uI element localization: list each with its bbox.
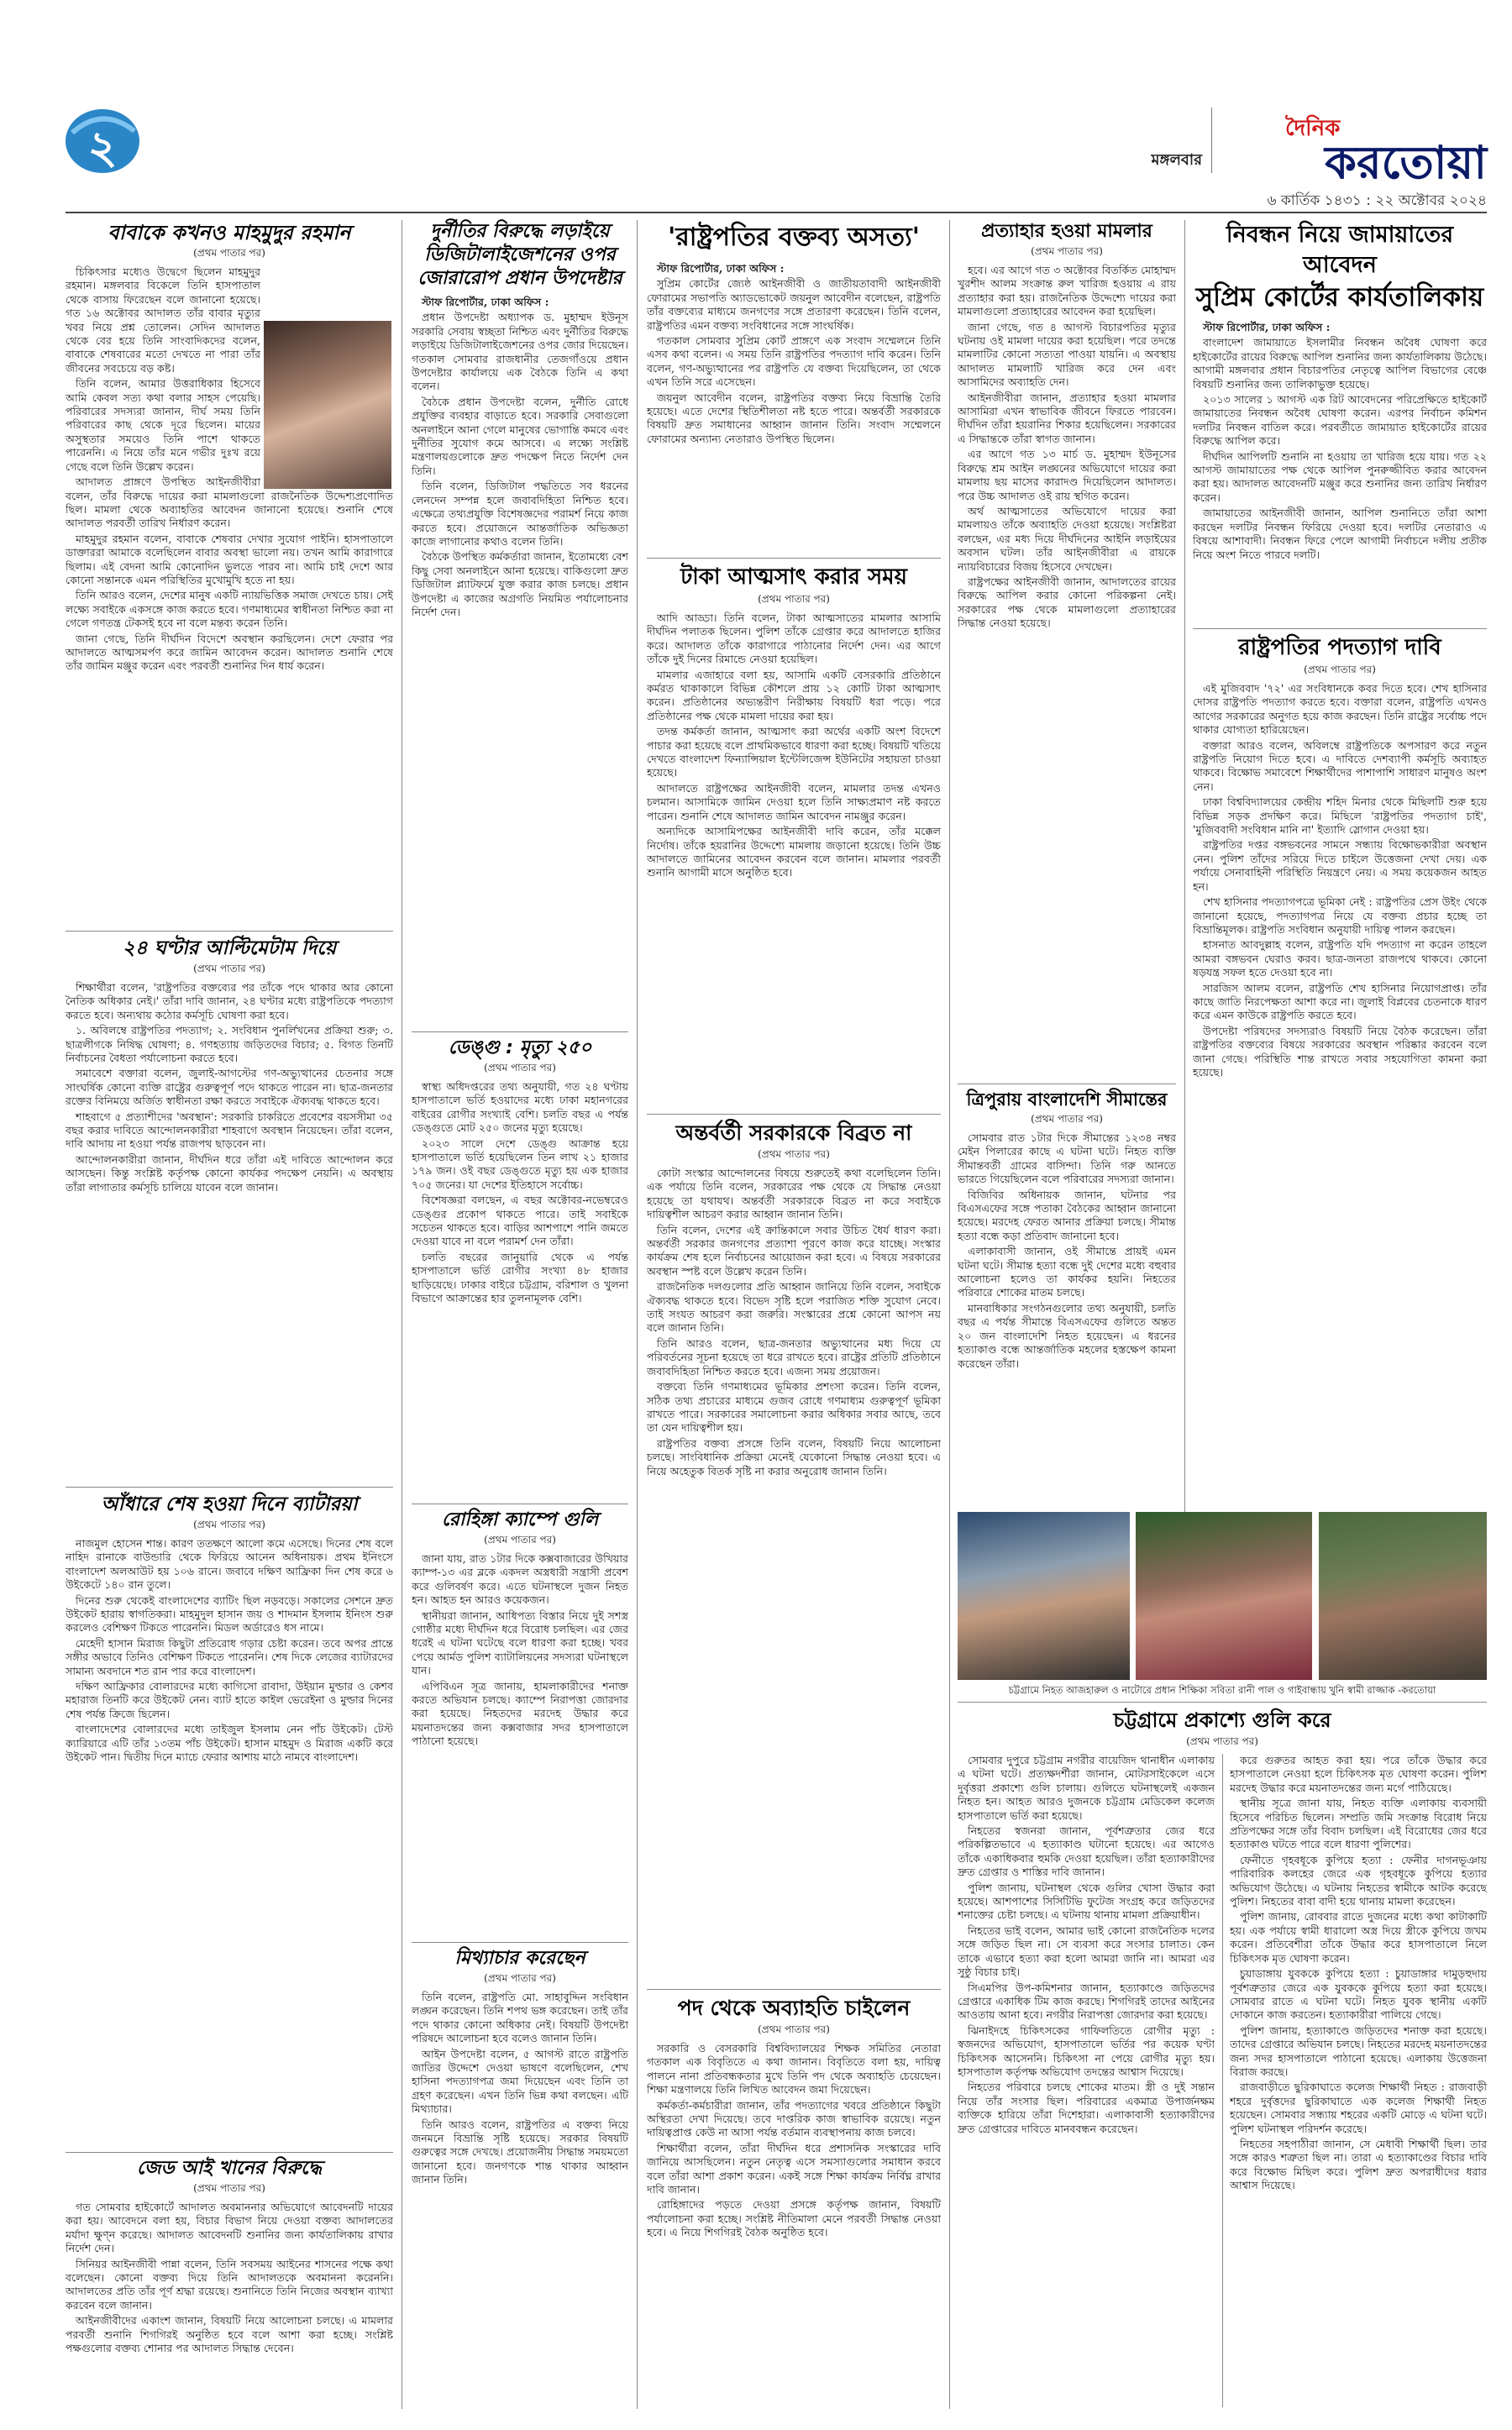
- paragraph: সারজিস আলম বলেন, রাষ্ট্রপতি শেখ হাসিনার নিয়োগপ্রাপ্ত। তাঁর কাছে জাতি নিরপেক্ষতা আশা করে না। জুলাই বিপ্লবের চেতনাকে ধারণ করে এমন কাউকে রাষ্ট্রপতি করতে হবে।: [1193, 981, 1487, 1022]
- paragraph: মানবাধিকার সংগঠনগুলোর তথ্য অনুযায়ী, চলতি বছর এ পর্যন্ত সীমান্তে বিএসএফের গুলিতে অন্তত ২০ জন বাংলাদেশি নিহত হয়েছেন। এ ধরনের হত্যাকাণ্ড বন্ধে আন্তর্জাতিক মহলের হস্তক্ষেপ কামনা করেছেন তাঁরা।: [958, 1301, 1176, 1370]
- headline: অন্তর্বর্তী সরকারকে বিব্রত না: [675, 1121, 912, 1145]
- continued-label: (প্রথম পাতার পর): [484, 1972, 556, 1984]
- masthead-day: মঙ্গলবার: [1151, 151, 1202, 169]
- paragraph: এই মুজিববাদ '৭২' এর সংবিধানকে কবর দিতে হবে। শেখ হাসিনার দোসর রাষ্ট্রপতি পদত্যাগ করতে হবে। বক্তারা বলেন, রাষ্ট্রপতি এখনও আগের সরকারের অনুগত হয়ে কাজ করছেন। তিনি রাষ্ট্রের সর্বোচ্চ পদে থাকার যোগ্যতা হারিয়েছেন।: [1193, 682, 1487, 737]
- paragraph: এপিবিএন সূত্র জানায়, হামলাকারীদের শনাক্ত করতে অভিযান চলছে। ক্যাম্পে নিরাপত্তা জোরদার করা হয়েছে। নিহতদের মরদেহ উদ্ধার করে ময়নাতদন্তের জন্য কক্সবাজার সদর হাসপাতালে পাঠানো হয়েছে।: [412, 1679, 628, 1748]
- article-pod: [647, 1994, 941, 2409]
- continued-label: (প্রথম পাতার পর): [758, 593, 830, 605]
- article-body-left: [958, 1754, 1215, 2407]
- continued-label: (প্রথম পাতার পর): [758, 2023, 830, 2035]
- page-number-badge: [64, 108, 141, 175]
- paragraph: তিনি বলেন, রাষ্ট্রপতি মো. সাহাবুদ্দিন সংবিধান লঙ্ঘন করেছেন। তিনি শপথ ভঙ্গ করেছেন। তাই তাঁর পদে থাকার কোনো অধিকার নেই। বিষয়টি উপদেষ্টা পরিষদে আলোচনা হবে বলেও জানান তিনি।: [412, 1991, 628, 2045]
- article-nibondhon: [1193, 220, 1487, 623]
- column-rule: [637, 220, 638, 2409]
- continued-label: (প্রথম পাতার পর): [193, 963, 265, 974]
- paragraph: বৈঠকে প্রধান উপদেষ্টা বলেন, দুর্নীতি রোধে প্রযুক্তির ব্যবহার বাড়াতে হবে। সরকারি সেবাগুলো অনলাইনে আনা গেলে মানুষের ভোগান্তি কমবে এবং দুর্নীতির সুযোগ কমে আসবে। এ লক্ষ্যে সংশ্লিষ্ট মন্ত্রণালয়গুলোকে দ্রুত পদক্ষেপ নিতে নির্দেশ দেন তিনি।: [412, 395, 628, 477]
- article-body: [66, 1537, 393, 2149]
- paragraph: আন্দোলনকারীরা জানান, দীর্ঘদিন ধরে তাঁরা এই দাবিতে আন্দোলন করে আসছেন। কিন্তু সংশ্লিষ্ট কর্তৃপক্ষ কোনো কার্যকর পদক্ষেপ নেয়নি। এ অবস্থায় তাঁরা লাগাতার কর্মসূচি চালিয়ে যাবেন বলে জানান।: [66, 1152, 393, 1194]
- divider: [66, 931, 393, 932]
- article-body: [1193, 321, 1487, 648]
- paragraph: অন্যদিকে আসামিপক্ষের আইনজীবী দাবি করেন, তাঁর মক্কেল নির্দোষ। তাঁকে হয়রানির উদ্দেশ্যে মামলায় জড়ানো হয়েছে। তিনি উচ্চ আদালতে জামিনের আবেদন করবেন বলে জানান। মামলার পরবর্তী শুনানি আগামী মাসে অনুষ্ঠিত হবে।: [647, 825, 941, 879]
- paragraph: আদালতে রাষ্ট্রপক্ষের আইনজীবী বলেন, মামলার তদন্ত এখনও চলমান। আসামিকে জামিন দেওয়া হলে তিনি সাক্ষ্যপ্রমাণ নষ্ট করতে পারেন। শুনানি শেষে আদালত জামিন আবেদন নামঞ্জুর করেন।: [647, 781, 941, 822]
- paragraph: দীর্ঘদিন আপিলটি শুনানি না হওয়ায় তা খারিজ হয়ে যায়। গত ২২ আগস্ট জামায়াতের পক্ষ থেকে আপিল পুনরুজ্জীবিত করার আবেদন করা হয়। আদালত আবেদনটি মঞ্জুর করে শুনানির জন্য তারিখ নির্ধারণ করেন।: [1193, 449, 1487, 504]
- continued-label: (প্রথম পাতার পর): [193, 1519, 265, 1530]
- divider: [66, 1487, 393, 1488]
- article-jedai: [66, 2157, 393, 2409]
- paragraph: শিক্ষার্থীরা বলেন, তাঁরা দীর্ঘদিন ধরে প্রশাসনিক সংস্কারের দাবি জানিয়ে আসছিলেন। নতুন নেতৃত্ব এসে সমস্যাগুলোর সমাধান করবে বলে তাঁরা আশা প্রকাশ করেন। একই সঙ্গে শিক্ষা কার্যক্রম নির্বিঘ্ন রাখার দাবি জানান।: [647, 2141, 941, 2196]
- paragraph: ঝিনাইদহে চিকিৎসকের গাফিলতিতে রোগীর মৃত্যু : স্বজনদের অভিযোগ, হাসপাতালে ভর্তির পর কয়েক ঘণ্টা চিকিৎসক আসেননি। চিকিৎসা না পেয়ে রোগীর মৃত্যু হয়। হাসপাতাল কর্তৃপক্ষ অভিযোগ তদন্তের আশ্বাস দিয়েছে।: [958, 2023, 1215, 2078]
- article-body: [958, 264, 1176, 1075]
- byline: স্টাফ রিপোর্টার, ঢাকা অফিস :: [422, 296, 549, 308]
- article-body: [66, 2201, 393, 2411]
- paragraph: গত সোমবার হাইকোর্টে আদালত অবমাননার অভিযোগে আবেদনটি দায়ের করা হয়। আবেদনে বলা হয়, বিচার বিভাগ নিয়ে দেওয়া বক্তব্য আদালতের মর্যাদা ক্ষুণ্ন করেছে। আদালত আবেদনটি শুনানির জন্য কার্যতালিকায় রাখার নির্দেশ দেন।: [66, 2201, 393, 2255]
- page-number: ২: [87, 120, 118, 174]
- paragraph: শেখ হাসিনার পদত্যাগপত্রে ভূমিকা নেই : রাষ্ট্রপতির প্রেস উইং থেকে জানানো হয়েছে, পদত্যাগপত্র নিয়ে যে বক্তব্য প্রচার হচ্ছে তা বিভ্রান্তিমূলক। রাষ্ট্রপতি সংবিধান অনুযায়ী দায়িত্ব পালন করছেন।: [1193, 895, 1487, 936]
- paragraph: চুয়াডাঙ্গায় যুবককে কুপিয়ে হত্যা : চুয়াডাঙ্গার দামুড়হুদায় পূর্বশত্রুতার জেরে এক যুবককে কুপিয়ে হত্যা করা হয়েছে। সোমবার রাতে এ ঘটনা ঘটে। নিহত যুবক স্থানীয় একটি দোকানে কাজ করতেন। হত্যাকারীরা পালিয়ে গেছে।: [1230, 1967, 1487, 2022]
- article-protyahar: [958, 220, 1176, 1079]
- divider: [1193, 628, 1487, 629]
- paragraph: উপদেষ্টা পরিষদের সদস্যরাও বিষয়টি নিয়ে বৈঠক করেছেন। তাঁরা রাষ্ট্রপতির বক্তব্যের বিষয়ে সরকারের অবস্থান পরিষ্কার করবেন বলে জানা গেছে। পরিস্থিতি শান্ত রাখতে সবার সহযোগিতা কামনা করা হয়েছে।: [1193, 1024, 1487, 1079]
- paragraph: আদালত প্রাঙ্গণে উপস্থিত আইনজীবীরা বলেন, তাঁর বিরুদ্ধে দায়ের করা মামলাগুলো রাজনৈতিক উদ্দেশ্যপ্রণোদিত ছিল। মামলা থেকে অব্যাহতির আবেদন জানানো হয়েছে। শুনানি শেষে আদালত পরবর্তী তারিখ নির্ধারণ করেন।: [66, 475, 393, 530]
- masthead-rule: [66, 212, 1487, 213]
- paragraph: তিনি বলেন, দেশের এই ক্রান্তিকালে সবার উচিত ধৈর্য ধারণ করা। অন্তর্বর্তী সরকার জনগণের প্রত্যাশা পূরণে কাজ করে যাচ্ছে। সংস্কার কার্যক্রম শেষ হলে নির্বাচনের আয়োজন করা হবে। এ বিষয়ে সরকারের অবস্থান স্পষ্ট বলে উল্লেখ করেন তিনি।: [647, 1223, 941, 1278]
- photo-azharul: [958, 1512, 1130, 1680]
- divider: [647, 1989, 941, 1990]
- paragraph: সুপ্রিম কোর্টের জ্যেষ্ঠ আইনজীবী ও জাতীয়তাবাদী আইনজীবী ফোরামের সভাপতি অ্যাডভোকেট জয়নুল আবেদীন বলেছেন, রাষ্ট্রপতি তাঁর বক্তব্যের মাধ্যমে জনগণের সঙ্গে প্রতারণা করেছেন। তিনি বলেন, রাষ্ট্রপতির এমন বক্তব্য সংবিধানের সঙ্গে সাংঘর্ষিক।: [647, 277, 941, 332]
- paragraph: নিহতের পরিবারে চলছে শোকের মাতম। স্ত্রী ও দুই সন্তান নিয়ে তাঁর সংসার ছিল। পরিবারের একমাত্র উপার্জনক্ষম ব্যক্তিকে হারিয়ে তাঁরা দিশেহারা। এলাকাবাসী হত্যাকারীদের দ্রুত গ্রেপ্তারের দাবিতে মানববন্ধন করেছেন।: [958, 2081, 1215, 2135]
- paragraph: ২০১৩ সালের ১ আগস্ট এক রিট আবেদনের পরিপ্রেক্ষিতে হাইকোর্ট জামায়াতের নিবন্ধন অবৈধ ঘোষণা করেন। এরপর নির্বাচন কমিশন দলটির নিবন্ধন বাতিল করে। পরবর্তীতে জামায়াত হাইকোর্টের রায়ের বিরুদ্ধে আপিল করে।: [1193, 393, 1487, 448]
- photo-woman: [264, 321, 391, 489]
- article-rashtrapati: [647, 220, 941, 554]
- article-chattogram: [958, 1707, 1487, 2409]
- paragraph: নিহতের ভাই বলেন, আমার ভাই কোনো রাজনৈতিক দলের সঙ্গে জড়িত ছিল না। সে ব্যবসা করে সংসার চালাত। কেন তাকে এভাবে হত্যা করা হলো আমরা জানি না। আমরা এর সুষ্ঠু বিচার চাই।: [958, 1924, 1215, 1979]
- divider: [647, 558, 941, 559]
- paragraph: মেহেদী হাসান মিরাজ কিছুটা প্রতিরোধ গড়ার চেষ্টা করেন। তবে অপর প্রান্তে সঙ্গীর অভাবে তিনিও বেশিক্ষণ টিকতে পারেননি। শেষ দিকে লেজের ব্যাটারদের সামান্য অবদানে শত রান পার করে বাংলাদেশ।: [66, 1636, 393, 1677]
- paragraph: কোটা সংস্কার আন্দোলনের বিষয়ে শুরুতেই কথা বলেছিলেন তিনি। এক পর্যায়ে তিনি বলেন, সরকারের পক্ষ থেকে যে সিদ্ধান্ত নেওয়া হয়েছে তা যথাযথ। অন্তর্বর্তী সরকারকে বিব্রত না করে সবাইকে দায়িত্বশীল আচরণ করার আহ্বান জানান তিনি।: [647, 1167, 941, 1221]
- article-baba: [66, 220, 393, 927]
- continued-label: (প্রথম পাতার পর): [1304, 664, 1376, 675]
- article-taka: [647, 563, 941, 1109]
- paragraph: তিনি বলেন, আমার উত্তরাধিকার হিসেবে আমি কেবল সত্য কথা বলার সাহস পেয়েছি। পরিবারের সদস্যরা জানান, দীর্ঘ সময় তিনি পরিবারের কাছ থেকে দূরে ছিলেন। মায়ের অসুস্থতার সময়েও তিনি পাশে থাকতে পারেননি। এ নিয়ে তাঁর মনে গভীর দুঃখ রয়ে গেছে বলে তিনি উল্লেখ করেন।: [66, 377, 260, 473]
- paragraph: কর্মকর্তা-কর্মচারীরা জানান, তাঁর পদত্যাগের খবরে প্রতিষ্ঠানে কিছুটা অস্থিরতা দেখা দিয়েছে। তবে দাপ্তরিক কাজ স্বাভাবিক রয়েছে। নতুন দায়িত্বপ্রাপ্ত কেউ না আসা পর্যন্ত বর্তমান ব্যবস্থাপনায় কাজ চলবে।: [647, 2098, 941, 2139]
- paragraph: জামায়াতের আইনজীবী জানান, আপিল শুনানিতে তাঁরা আশা করছেন দলটির নিবন্ধন ফিরিয়ে দেওয়া হবে। দলটির নেতারাও এ বিষয়ে আশাবাদী। নিবন্ধন ফিরে পেলে আগামী নির্বাচনে দলীয় প্রতীক নিয়ে অংশ নিতে পারবে দলটি।: [1193, 506, 1487, 561]
- paragraph: রোহিঙ্গাদের পড়তে দেওয়া প্রসঙ্গে কর্তৃপক্ষ জানান, বিষয়টি পর্যালোচনা করা হচ্ছে। সংশ্লিষ্ট নীতিমালা মেনে পরবর্তী সিদ্ধান্ত নেওয়া হবে। এ নিয়ে শিগগিরই বৈঠক অনুষ্ঠিত হবে।: [647, 2198, 941, 2239]
- article-body: [412, 296, 628, 984]
- paragraph: মাহমুদুর রহমান বলেন, বাবাকে শেষবার দেখার সুযোগ পাইনি। হাসপাতালে ডাক্তাররা আমাকে বলেছিলেন বাবার অবস্থা ভালো নয়। তখন আমি কারাগারে ছিলাম। এই বেদনা আমি কোনোদিন ভুলতে পারব না। আমি চাই দেশে আর কোনো সন্তানকে এমন পরিস্থিতির মুখোমুখি হতে না হয়।: [66, 532, 393, 586]
- paragraph: সোমবার রাত ১টার দিকে সীমান্তের ১২৩৪ নম্বর মেইন পিলারের কাছে এ ঘটনা ঘটে। নিহত ব্যক্তি সীমান্তবর্তী গ্রামের বাসিন্দা। তিনি গরু আনতে ভারতে গিয়েছিলেন বলে পরিবারের সদস্যরা জানান।: [958, 1131, 1176, 1186]
- byline: স্টাফ রিপোর্টার, ঢাকা অফিস :: [657, 262, 785, 275]
- headline: প্রত্যাহার হওয়া মামলার: [981, 221, 1152, 242]
- paragraph: স্থানীয় সূত্রে জানা যায়, নিহত ব্যক্তি এলাকায় ব্যবসায়ী হিসেবে পরিচিত ছিলেন। সম্প্রতি জমি সংক্রান্ত বিরোধ নিয়ে প্রতিপক্ষের সঙ্গে তাঁর বিবাদ চলছিল। এই বিরোধের জের ধরে হত্যাকাণ্ড ঘটতে পারে বলে ধারণা পুলিশের।: [1230, 1797, 1487, 1851]
- headline: রাষ্ট্রপতির পদত্যাগ দাবি: [1238, 635, 1441, 660]
- paragraph: তিনি আরও বলেন, রাষ্ট্রপতির এ বক্তব্য নিয়ে জনমনে বিভ্রান্তি সৃষ্টি হয়েছে। সরকার বিষয়টি গুরুত্বের সঙ্গে দেখছে। প্রয়োজনীয় সিদ্ধান্ত সময়মতো জানানো হবে। জনগণকে শান্ত থাকার আহ্বান জানান তিনি।: [412, 2118, 628, 2186]
- headline: বাবাকে কখনও মাহমুদুর রহমান: [108, 221, 351, 244]
- paragraph: তদন্ত কর্মকর্তা জানান, আত্মসাৎ করা অর্থের একটি অংশ বিদেশে পাচার করা হয়েছে বলে প্রাথমিকভাবে ধারণা করা হচ্ছে। বিষয়টি খতিয়ে দেখতে বাংলাদেশ ফিন্যান্সিয়াল ইন্টেলিজেন্স ইউনিটের সহায়তা চাওয়া হয়েছে।: [647, 725, 941, 779]
- paragraph: হবে। এর আগে গত ৩ অক্টোবর বিতর্কিত মোহাম্মদ খুরশীদ আলম সংক্রান্ত রুল খারিজ হওয়ায় এ রায় প্রত্যাহার করা হয়। রাজনৈতিক উদ্দেশ্যে দায়ের করা মামলাগুলো প্রত্যাহারের আবেদন করা হয়েছিল।: [958, 264, 1176, 318]
- paragraph: বৈঠকে উপস্থিত কর্মকর্তারা জানান, ইতোমধ্যে বেশ কিছু সেবা অনলাইনে আনা হয়েছে। বাকিগুলো দ্রুত ডিজিটাল প্ল্যাটফর্মে যুক্ত করার কাজ চলছে। প্রধান উপদেষ্টা এ কাজের অগ্রগতি নিয়মিত পর্যালোচনার নির্দেশ দেন।: [412, 550, 628, 618]
- paragraph: বক্তারা আরও বলেন, অবিলম্বে রাষ্ট্রপতিকে অপসারণ করে নতুন রাষ্ট্রপতি নিয়োগ দিতে হবে। এ দাবিতে দেশব্যাপী কর্মসূচি অব্যাহত থাকবে। বিক্ষোভ সমাবেশে শিক্ষার্থীদের পাশাপাশি সাধারণ মানুষও অংশ নেন।: [1193, 738, 1487, 793]
- continued-label: (প্রথম পাতার পর): [484, 1534, 556, 1546]
- paragraph: চিকিৎসার মধ্যেও উদ্বেগে ছিলেন মাহমুদুর রহমান। মঙ্গলবার বিকেলে তিনি হাসপাতাল থেকে বাসায় ফিরেছেন বলে জানানো হয়েছে। গত ১৬ অক্টোবর আদালত তাঁর বাবার মৃত্যুর খবর নিয়ে প্রশ্ন তোলেন। সেদিন আদালত থেকে বের হয়ে তিনি সাংবাদিকদের বলেন, বাবাকে শেষবারের মতো দেখতে না পারা তাঁর জীবনের সবচেয়ে বড় কষ্ট।: [66, 265, 260, 375]
- paragraph: তিনি আরও বলেন, দেশের মানুষ একটি ন্যায়ভিত্তিক সমাজ দেখতে চায়। সেই লক্ষ্যে সবাইকে একসঙ্গে কাজ করতে হবে। গণমাধ্যমের স্বাধীনতা নিশ্চিত করা না গেলে গণতন্ত্র টেকসই হবে না বলে মন্তব্য করেন তিনি।: [66, 589, 393, 630]
- photo-caption: চট্টগ্রামে নিহত আজহারুল ও নাটোরে প্রধান শিক্ষিকা সবিতা রানী পাল ও গাইবান্ধায় খুনি স্বামী রাজ্জাক -করতোয়া: [1008, 1684, 1436, 1696]
- paragraph: পুলিশ জানায়, রোববার রাতে দুজনের মধ্যে কথা কাটাকাটি হয়। এক পর্যায়ে স্বামী ধারালো অস্ত্র দিয়ে স্ত্রীকে কুপিয়ে জখম করেন। প্রতিবেশীরা তাঁকে উদ্ধার করে হাসপাতালে নিলে চিকিৎসক মৃত ঘোষণা করেন।: [1230, 1910, 1487, 1965]
- article-ultimatum: [66, 936, 393, 1482]
- headline: রোহিঙ্গা ক্যাম্পে গুলি: [441, 1509, 599, 1530]
- article-padatyag: [1193, 633, 1487, 1507]
- paragraph: সিনিয়র আইনজীবী পান্না বলেন, তিনি সবসময় আইনের শাসনের পক্ষে কথা বলেছেন। কোনো বক্তব্য দিয়ে তিনি আদালতকে অবমাননা করেননি। আদালতের প্রতি তাঁর পূর্ণ শ্রদ্ধা রয়েছে। শুনানিতে তিনি নিজের অবস্থান ব্যাখ্যা করবেন বলে জানান।: [66, 2257, 393, 2312]
- paragraph: তিনি বলেন, ডিজিটাল পদ্ধতিতে সব ধরনের লেনদেন সম্পন্ন হলে জবাবদিহিতা নিশ্চিত হবে। এক্ষেত্রে তথ্যপ্রযুক্তি বিশেষজ্ঞদের পরামর্শ নিয়ে কাজ করতে হবে। প্রয়োজনে আন্তর্জাতিক অভিজ্ঞতা কাজে লাগানোর কথাও বলেন তিনি।: [412, 480, 628, 548]
- article-battery: [66, 1492, 393, 2147]
- column-rule: [949, 220, 950, 2409]
- paragraph: রাষ্ট্রপক্ষের আইনজীবী জানান, আদালতের রায়ের বিরুদ্ধে আপিল করার কোনো পরিকল্পনা নেই। সরকারের পক্ষ থেকে মামলাগুলো প্রত্যাহারের সিদ্ধান্ত নেওয়া হয়েছে।: [958, 575, 1176, 630]
- paragraph: চলতি বছরের জানুয়ারি থেকে এ পর্যন্ত হাসপাতালে ভর্তি রোগীর সংখ্যা ৪৮ হাজার ছাড়িয়েছে। ঢাকার বাইরে চট্টগ্রাম, বরিশাল ও খুলনা বিভাগে আক্রান্তের হার তুলনামূলক বেশি।: [412, 1250, 628, 1305]
- paragraph: সোমবার দুপুরে চট্টগ্রাম নগরীর বায়েজিদ থানাধীন এলাকায় এ ঘটনা ঘটে। প্রত্যক্ষদর্শীরা জানান, মোটরসাইকেলে এসে দুর্বৃত্তরা প্রকাশ্যে গুলি চালায়। গুলিতে ঘটনাস্থলেই একজন নিহত হন। আহত আরও দুজনকে চট্টগ্রাম মেডিকেল কলেজ হাসপাতালে ভর্তি করা হয়েছে।: [958, 1754, 1215, 1822]
- paragraph: বিজিবির অধিনায়ক জানান, ঘটনার পর বিএসএফের সঙ্গে পতাকা বৈঠকের আহ্বান জানানো হয়েছে। মরদেহ ফেরত আনার প্রক্রিয়া চলছে। সীমান্ত হত্যা বন্ধে কড়া প্রতিবাদ জানানো হবে।: [958, 1188, 1176, 1242]
- headline: আঁধারে শেষ হওয়া দিনে ব্যাটারয়া: [101, 1493, 358, 1515]
- headline: দুর্নীতির বিরুদ্ধে লড়াইয়ে ডিজিটালাইজেশনের ওপর জোরারোপ প্রধান উপদেষ্টার: [417, 221, 622, 289]
- headline: জেড আই খানের বিরুদ্ধে: [136, 2158, 323, 2179]
- paragraph: হাসনাত আবদুল্লাহ বলেন, রাষ্ট্রপতি যদি পদত্যাগ না করেন তাহলে আমরা বঙ্গভবন ঘেরাও করব। ছাত্র-জনতা রাজপথে থাকবে। কোনো ষড়যন্ত্র সফল হতে দেওয়া হবে না।: [1193, 938, 1487, 979]
- masthead-divider: [1211, 108, 1212, 173]
- paragraph: নিহতের স্বজনরা জানান, পূর্বশত্রুতার জের ধরে পরিকল্পিতভাবে এ হত্যাকাণ্ড ঘটানো হয়েছে। এর আগেও তাঁকে একাধিকবার হুমকি দেওয়া হয়েছিল। তাঁরা হত্যাকারীদের দ্রুত গ্রেপ্তার ও শাস্তির দাবি জানান।: [958, 1824, 1215, 1879]
- paragraph: দক্ষিণ আফ্রিকার বোলারদের মধ্যে কাগিসো রাবাদা, উইয়ান মুল্ডার ও কেশব মহারাজ তিনটি করে উইকেট নেন। ব্যাট হাতে কাইল ভেরেইনা ও মুল্ডার দিনের শেষ পর্যন্ত ক্রিজে ছিলেন।: [66, 1680, 393, 1720]
- article-body: [1193, 682, 1487, 1509]
- article-durniti: [412, 220, 628, 1026]
- article-body: [647, 262, 941, 548]
- paragraph: স্থানীয়রা জানান, আধিপত্য বিস্তার নিয়ে দুই সশস্ত্র গোষ্ঠীর মধ্যে দীর্ঘদিন ধরে বিরোধ চলছিল। এর জের ধরেই এ ঘটনা ঘটেছে বলে ধারণা করা হচ্ছে। খবর পেয়ে আর্মড পুলিশ ব্যাটালিয়নের সদস্যরা ঘটনাস্থলে যান।: [412, 1609, 628, 1677]
- divider: [412, 1031, 628, 1032]
- paragraph: জয়নুল আবেদীন বলেন, রাষ্ট্রপতির বক্তব্য নিয়ে বিভ্রান্তি তৈরি হয়েছে। এতে দেশের স্থিতিশীলতা নষ্ট হতে পারে। অন্তর্বর্তী সরকারকে বিষয়টি দ্রুত সমাধানের আহ্বান জানান তিনি। সংবাদ সম্মেলনে ফোরামের অন্যান্য নেতারাও উপস্থিত ছিলেন।: [647, 391, 941, 445]
- divider: [66, 2152, 393, 2153]
- paragraph: রাজবাড়ীতে ছুরিকাঘাতে কলেজ শিক্ষার্থী নিহত : রাজবাড়ী শহরে দুর্বৃত্তদের ছুরিকাঘাতে এক কলেজ শিক্ষার্থী নিহত হয়েছেন। সোমবার সন্ধ্যায় শহরের একটি মোড়ে এ ঘটনা ঘটে। পুলিশ ঘটনাস্থল পরিদর্শন করেছে।: [1230, 2081, 1487, 2135]
- divider: [412, 1942, 628, 1943]
- paragraph: গতকাল সোমবার সুপ্রিম কোর্ট প্রাঙ্গণে এক সংবাদ সম্মেলনে তিনি এসব কথা বলেন। এ সময় তিনি রাষ্ট্রপতির পদত্যাগ দাবি করেন। তিনি বলেন, গণ-অভ্যুত্থানের পর রাষ্ট্রপতি যে বক্তব্য দিয়েছিলেন, তা থেকে এখন তিনি সরে এসেছেন।: [647, 334, 941, 389]
- headline: পদ থেকে অব্যাহতি চাইলেন: [677, 1996, 911, 2020]
- continued-label: (প্রথম পাতার পর): [758, 1148, 830, 1160]
- article-antorbarti: [647, 1119, 941, 1984]
- paragraph: এর আগে গত ১৩ মার্চ ড. মুহাম্মদ ইউনূসের বিরুদ্ধে শ্রম আইন লঙ্ঘনের অভিযোগে দায়ের করা মামলায় ছয় মাসের কারাদণ্ড দিয়েছিলেন আদালত। পরে উচ্চ আদালত ওই রায় স্থগিত করেন।: [958, 448, 1176, 502]
- headline: ডেঙ্গু : মৃত্যু ২৫০: [448, 1037, 592, 1058]
- paragraph: প্রধান উপদেষ্টা অধ্যাপক ড. মুহাম্মদ ইউনূস সরকারি সেবায় স্বচ্ছতা নিশ্চিত এবং দুর্নীতির বিরুদ্ধে লড়াইয়ে ডিজিটালাইজেশনের ওপর জোর দিয়েছেন। গতকাল সোমবার রাজধানীর তেজগাঁওয়ে প্রধান উপদেষ্টার কার্যালয়ে এক বৈঠকে তিনি এ কথা বলেন।: [412, 311, 628, 393]
- paragraph: জানা যায়, রাত ১টার দিকে কক্সবাজারের উখিয়ার ক্যাম্প-১৩ এর ব্লকে একদল অস্ত্রধারী সন্ত্রাসী প্রবেশ করে গুলিবর্ষণ করে। এতে ঘটনাস্থলে দুজন নিহত হন। আহত হন আরও কয়েকজন।: [412, 1552, 628, 1607]
- paragraph: শাহবাগে ৫ প্রত্যাশীদের 'অবস্থান': সরকারি চাকরিতে প্রবেশের বয়সসীমা ৩৫ বছর করার দাবিতে আন্দোলনকারীরা শাহবাগে অবস্থান নিয়েছেন। তাঁরা বলেন, দাবি আদায় না হওয়া পর্যন্ত রাজপথ ছাড়বেন না।: [66, 1110, 393, 1151]
- byline: স্টাফ রিপোর্টার, ঢাকা অফিস :: [1203, 321, 1331, 333]
- paragraph: সিএমপির উপ-কমিশনার জানান, হত্যাকাণ্ডে জড়িতদের গ্রেপ্তারে একাধিক টিম কাজ করছে। শিগগিরই তাদের আইনের আওতায় আনা হবে। নগরীর নিরাপত্তা জোরদার করা হয়েছে।: [958, 1981, 1215, 2022]
- paragraph: এলাকাবাসী জানান, ওই সীমান্তে প্রায়ই এমন ঘটনা ঘটে। সীমান্ত হত্যা বন্ধে দুই দেশের মধ্যে বহুবার আলোচনা হলেও তা কার্যকর হয়নি। নিহতের পরিবারে শোকের মাতম চলছে।: [958, 1245, 1176, 1299]
- paragraph: রাষ্ট্রপতির বক্তব্য প্রসঙ্গে তিনি বলেন, বিষয়টি নিয়ে আলোচনা চলছে। সাংবিধানিক প্রক্রিয়া মেনেই যেকোনো সিদ্ধান্ত নেওয়া হবে। এ নিয়ে অহেতুক বিতর্ক সৃষ্টি না করার অনুরোধ জানান তিনি।: [647, 1436, 941, 1477]
- headline-line-2: সুপ্রিম কোর্টের কার্যতালিকায়: [1195, 282, 1484, 312]
- paragraph: বাংলাদেশ জামায়াতে ইসলামীর নিবন্ধন অবৈধ ঘোষণা করে হাইকোর্টের রায়ের বিরুদ্ধে আপিল শুনানির জন্য কার্যতালিকায় উঠেছে। আগামী মঙ্গলবার প্রধান বিচারপতির নেতৃত্বে আপিল বিভাগের বেঞ্চে বিষয়টি শুনানির জন্য তালিকাভুক্ত হয়েছে।: [1193, 336, 1487, 391]
- paragraph: ১. অবিলম্বে রাষ্ট্রপতির পদত্যাগ; ২. সংবিধান পুনর্লিখনের প্রক্রিয়া শুরু; ৩. ছাত্রলীগকে নিষিদ্ধ ঘোষণা; ৪. গণহত্যায় জড়িতদের বিচার; ৫. বিগত তিনটি নির্বাচনের বৈধতা পর্যালোচনা করতে হবে।: [66, 1024, 393, 1065]
- column-rule: [1222, 1754, 1223, 2407]
- paragraph: মামলার এজাহারে বলা হয়, আসামি একটি বেসরকারি প্রতিষ্ঠানে কর্মরত থাকাকালে বিভিন্ন কৌশলে প্রায় ১২ কোটি টাকা আত্মসাৎ করেন। প্রতিষ্ঠানের অভ্যন্তরীণ নিরীক্ষায় বিষয়টি ধরা পড়ে। পরে প্রতিষ্ঠানের পক্ষ থেকে মামলা দায়ের করা হয়।: [647, 668, 941, 722]
- paragraph: বক্তব্যে তিনি গণমাধ্যমের ভূমিকার প্রশংসা করেন। তিনি বলেন, সঠিক তথ্য প্রচারের মাধ্যমে গুজব রোধে গণমাধ্যম গুরুত্বপূর্ণ ভূমিকা রাখতে পারে। সরকারের সমালোচনা করার অধিকার সবার আছে, তবে তা যেন দায়িত্বশীল হয়।: [647, 1380, 941, 1435]
- headline: ত্রিপুরায় বাংলাদেশি সীমান্তের: [966, 1089, 1168, 1110]
- paragraph: আইনজীবীদের একাংশ জানান, বিষয়টি নিয়ে আলোচনা চলছে। এ মামলার পরবর্তী শুনানি শিগগিরই অনুষ্ঠিত হবে বলে আশা করা হচ্ছে। সংশ্লিষ্ট পক্ষগুলোর বক্তব্য শোনার পর আদালত সিদ্ধান্ত দেবেন।: [66, 2314, 393, 2355]
- divider: [958, 1702, 1487, 1703]
- paper-name-small: দৈনিক: [1285, 116, 1341, 141]
- column-rule: [1184, 220, 1185, 1614]
- headline: মিথ্যাচার করেছেন: [454, 1948, 585, 1969]
- headline: চট্টগ্রামে প্রকাশ্যে গুলি করে: [1113, 1708, 1331, 1732]
- article-dengue: [412, 1037, 628, 1498]
- continued-label: (প্রথম পাতার পর): [1031, 1113, 1103, 1125]
- continued-label: (প্রথম পাতার পর): [1186, 1735, 1258, 1747]
- paragraph: আইন উপদেষ্টা বলেন, ৫ আগস্ট রাতে রাষ্ট্রপতি জাতির উদ্দেশে দেওয়া ভাষণে বলেছিলেন, শেখ হাসিনা পদত্যাগপত্র জমা দিয়েছেন এবং তিনি তা গ্রহণ করেছেন। এখন তিনি ভিন্ন কথা বলছেন। এটি মিথ্যাচার।: [412, 2047, 628, 2116]
- article-body-right: [1230, 1754, 1487, 2407]
- paragraph: করে গুরুতর আহত করা হয়। পরে তাঁকে উদ্ধার করে হাসপাতালে নেওয়া হলে চিকিৎসক মৃত ঘোষণা করেন। পুলিশ মরদেহ উদ্ধার করে ময়নাতদন্তের জন্য মর্গে পাঠিয়েছে।: [1230, 1754, 1487, 1794]
- continued-label: (প্রথম পাতার পর): [1031, 245, 1103, 257]
- headline: 'রাষ্ট্রপতির বক্তব্য অসত্য': [668, 223, 920, 252]
- paragraph: জানা গেছে, তিনি দীর্ঘদিন বিদেশে অবস্থান করছিলেন। দেশে ফেরার পর আদালতে আত্মসমর্পণ করে জামিন আবেদন করেন। আদালত শুনানি শেষে তাঁর জামিন মঞ্জুর করেন এবং পরবর্তী শুনানির দিন ধার্য করেন।: [66, 632, 393, 673]
- article-body: [66, 981, 393, 1482]
- paragraph: বাংলাদেশের বোলারদের মধ্যে তাইজুল ইসলাম নেন পাঁচ উইকেট। টেস্ট ক্যারিয়ারে এটি তাঁর ১৩তম পাঁচ উইকেট। হাসান মাহমুদ ও মিরাজ একটি করে উইকেট পান। দ্বিতীয় দিনে ম্যাচে ফেরার আশায় মাঠে নামবে বাংলাদেশ।: [66, 1723, 393, 1764]
- continued-label: (প্রথম পাতার পর): [193, 2182, 265, 2194]
- headline-line-1: নিবন্ধন নিয়ে জামায়াতের আবেদন: [1226, 222, 1454, 278]
- paragraph: সমাবেশে বক্তারা বলেন, জুলাই-আগস্টের গণ-অভ্যুত্থানের চেতনার সঙ্গে সাংঘর্ষিক কোনো ব্যক্তি রাষ্ট্রের গুরুত্বপূর্ণ পদে থাকতে পারেন না। ছাত্র-জনতার রক্তের বিনিময়ে অর্জিত স্বাধীনতা রক্ষা করতে সবাইকে ঐক্যবদ্ধ থাকতে হবে।: [66, 1067, 393, 1108]
- article-body: [412, 1552, 628, 1937]
- paragraph: জানা গেছে, গত ৪ আগস্ট বিচারপতির মৃত্যুর ঘটনায় ওই মামলা দায়ের করা হয়েছিল। পরে তদন্তে মামলাটির কোনো সত্যতা পাওয়া যায়নি। এ অবস্থায় আদালত মামলাটি খারিজ করে দেন এবং আসামিদের অব্যাহতি দেন।: [958, 320, 1176, 389]
- paragraph: পুলিশ জানায়, হত্যাকাণ্ডে জড়িতদের শনাক্ত করা হয়েছে। তাদের গ্রেপ্তারে অভিযান চলছে। নিহতের মরদেহ ময়নাতদন্তের জন্য সদর হাসপাতালে পাঠানো হয়েছে। এলাকায় উত্তেজনা বিরাজ করছে।: [1230, 2023, 1487, 2078]
- paragraph: স্বাস্থ্য অধিদপ্তরের তথ্য অনুযায়ী, গত ২৪ ঘণ্টায় হাসপাতালে ভর্তি হওয়াদের মধ্যে ঢাকা মহানগরের বাইরের রোগীর সংখ্যাই বেশি। চলতি বছর এ পর্যন্ত ডেঙ্গুতে মোট ২৫০ জনের মৃত্যু হয়েছে।: [412, 1080, 628, 1135]
- masthead-date: ৬ কার্তিক ১৪৩১ : ২২ অক্টোবর ২০২৪: [1267, 192, 1487, 209]
- paragraph: ফেনীতে গৃহবধূকে কুপিয়ে হত্যা : ফেনীর দাগনভূঞায় পারিবারিক কলহের জেরে এক গৃহবধূকে কুপিয়ে হত্যার অভিযোগ উঠেছে। এ ঘটনায় নিহতের স্বামীকে আটক করেছে পুলিশ। নিহতের বাবা বাদী হয়ে থানায় মামলা করেছেন।: [1230, 1853, 1487, 1908]
- paragraph: আদি আড্ডা। তিনি বলেন, টাকা আত্মসাতের মামলার আসামি দীর্ঘদিন পলাতক ছিলেন। পুলিশ তাঁকে গ্রেপ্তার করে আদালতে হাজির করে। আদালত তাঁকে কারাগারে পাঠানোর নির্দেশ দেন। এর আগে তাঁকে দুই দিনের রিমান্ডে নেওয়া হয়েছিল।: [647, 611, 941, 666]
- paragraph: আইনজীবীরা জানান, প্রত্যাহার হওয়া মামলার আসামিরা এখন স্বাভাবিক জীবনে ফিরতে পারবেন। দীর্ঘদিন তাঁরা হয়রানির শিকার হয়েছিলেন। সরকারের এ সিদ্ধান্তকে তাঁরা স্বাগত জানান।: [958, 391, 1176, 445]
- continued-label: (প্রথম পাতার পর): [484, 1062, 556, 1073]
- paragraph: রাষ্ট্রপতির দপ্তর বঙ্গভবনের সামনে সন্ধ্যায় বিক্ষোভকারীরা অবস্থান নেন। পুলিশ তাঁদের সরিয়ে দিতে চাইলে উত্তেজনা দেখা দেয়। এক পর্যায়ে সেনাবাহিনী পরিস্থিতি নিয়ন্ত্রণে নেয়। এ সময় কয়েকজন আহত হন।: [1193, 838, 1487, 893]
- paragraph: তিনি আরও বলেন, ছাত্র-জনতার অভ্যুত্থানের মধ্য দিয়ে যে পরিবর্তনের সূচনা হয়েছে তা ধরে রাখতে হবে। রাষ্ট্রের প্রতিটি প্রতিষ্ঠানে জবাবদিহিতা নিশ্চিত করতে হবে। এজন্য সময় প্রয়োজন।: [647, 1336, 941, 1378]
- paragraph: ঢাকা বিশ্ববিদ্যালয়ের কেন্দ্রীয় শহিদ মিনার থেকে মিছিলটি শুরু হয়ে বিভিন্ন সড়ক প্রদক্ষিণ করে। মিছিলে 'রাষ্ট্রপতির পদত্যাগ চাই', 'মুজিববাদী সংবিধান মানি না' ইত্যাদি স্লোগান দেওয়া হয়।: [1193, 795, 1487, 837]
- article-body: [412, 1991, 628, 2409]
- paper-name: করতোয়া: [1325, 135, 1487, 189]
- paragraph: দিনের শুরু থেকেই বাংলাদেশের ব্যাটিং ছিল নড়বড়ে। সকালের সেশনে দ্রুত উইকেট হারায় স্বাগতিকরা। মাহমুদুল হাসান জয় ও শাদমান ইসলাম ইনিংস শুরু করলেও বেশিক্ষণ টিকতে পারেননি। মিডল অর্ডারেও ধস নামে।: [66, 1593, 393, 1635]
- paragraph: অর্থ আত্মসাতের অভিযোগে দায়ের করা মামলায়ও তাঁকে অব্যাহতি দেওয়া হয়েছে। সংশ্লিষ্টরা বলছেন, এর মধ্য দিয়ে দীর্ঘদিনের আইনি লড়াইয়ের অবসান ঘটল। তাঁর আইনজীবীরা এ রায়কে ন্যায়বিচারের বিজয় হিসেবে দেখছেন।: [958, 504, 1176, 573]
- continued-label: (প্রথম পাতার পর): [193, 247, 265, 259]
- article-rohingya: [412, 1509, 628, 1937]
- article-body: [412, 1080, 628, 1498]
- paragraph: সরকারি ও বেসরকারি বিশ্ববিদ্যালয়ের শিক্ষক সমিতির নেতারা গতকাল এক বিবৃতিতে এ কথা জানান। বিবৃতিতে বলা হয়, দায়িত্ব পালনে নানা প্রতিবন্ধকতার মুখে তিনি পদ থেকে অব্যাহতি চেয়েছেন। শিক্ষা মন্ত্রণালয়ে তিনি লিখিত আবেদন জমা দিয়েছেন।: [647, 2042, 941, 2097]
- article-body: [647, 1167, 941, 1985]
- paragraph: রাজনৈতিক দলগুলোর প্রতি আহ্বান জানিয়ে তিনি বলেন, সবাইকে ঐক্যবদ্ধ থাকতে হবে। বিভেদ সৃষ্টি হলে পরাজিত শক্তি সুযোগ নেবে। তাই সংযত আচরণ করা জরুরি। সংস্কারের প্রশ্নে কোনো আপস নয় বলে জানান তিনি।: [647, 1280, 941, 1335]
- photo-sabita-rani-pal: [1136, 1512, 1312, 1680]
- paragraph: নিহতের সহপাঠীরা জানান, সে মেধাবী শিক্ষার্থী ছিল। তার সঙ্গে কারও শত্রুতা ছিল না। তারা এ হত্যাকাণ্ডের বিচার দাবি করে বিক্ষোভ মিছিল করে। পুলিশ দ্রুত অপরাধীদের ধরার আশ্বাস দিয়েছে।: [1230, 2137, 1487, 2192]
- article-body: [647, 611, 941, 1109]
- divider: [647, 1114, 941, 1115]
- paragraph: বিশেষজ্ঞরা বলছেন, এ বছর অক্টোবর-নভেম্বরেও ডেঙ্গুর প্রকোপ থাকতে পারে। তাই সবাইকে সচেতন থাকতে হবে। বাড়ির আশপাশে পানি জমতে দেওয়া যাবে না বলে পরামর্শ দেন তাঁরা।: [412, 1194, 628, 1248]
- headline: টাকা আত্মসাৎ করার সময়: [680, 564, 907, 590]
- paragraph: নাজমুল হোসেন শান্ত। কারণ ততক্ষণে আলো কমে এসেছে। দিনের শেষ বলে নাহিদ রানাকে বাউন্ডারি থেকে ফিরিয়ে আনেন অধিনায়ক। প্রথম ইনিংসে বাংলাদেশ অলআউট হয় ১০৬ রানে। জবাবে দক্ষিণ আফ্রিকা দিন শেষ করে ৬ উইকেটে ১৪০ রান তুলে।: [66, 1537, 393, 1592]
- paragraph: ২০২৩ সালে দেশে ডেঙ্গু আক্রান্ত হয়ে হাসপাতালে ভর্তি হয়েছিলেন তিন লাখ ২১ হাজার ১৭৯ জন। ওই বছর ডেঙ্গুতে মৃত্যু হয় এক হাজার ৭০৫ জনের। যা দেশের ইতিহাসে সর্বোচ্চ।: [412, 1136, 628, 1191]
- paragraph: শিক্ষার্থীরা বলেন, 'রাষ্ট্রপতির বক্তব্যের পর তাঁকে পদে থাকার আর কোনো নৈতিক অধিকার নেই।' তাঁরা দাবি জানান, ২৪ ঘণ্টার মধ্যে রাষ্ট্রপতিকে পদত্যাগ করতে হবে। অন্যথায় কঠোর কর্মসূচি ঘোষণা করা হবে।: [66, 981, 393, 1021]
- article-mithyachar: [412, 1947, 628, 2409]
- photo-razzak: [1319, 1512, 1487, 1680]
- headline: ২৪ ঘণ্টার আল্টিমেটাম দিয়ে: [122, 937, 337, 959]
- paragraph: পুলিশ জানায়, ঘটনাস্থল থেকে গুলির খোসা উদ্ধার করা হয়েছে। আশপাশের সিসিটিভি ফুটেজ সংগ্রহ করে জড়িতদের শনাক্তের চেষ্টা চলছে। এ ঘটনায় থানায় মামলা প্রক্রিয়াধীন।: [958, 1881, 1215, 1922]
- article-body: [647, 2042, 941, 2410]
